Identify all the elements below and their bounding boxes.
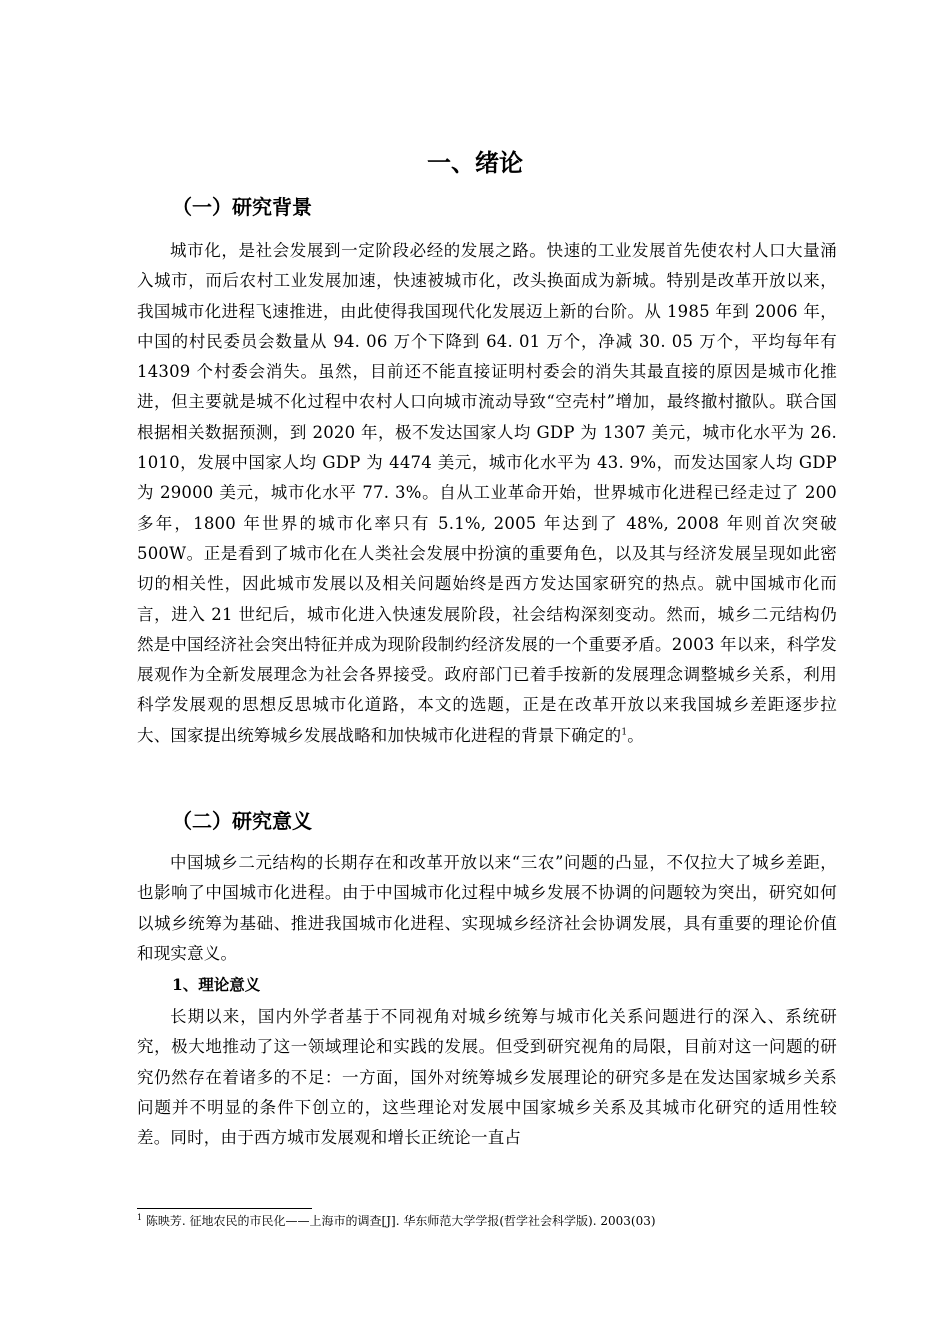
theory-paragraph: 长期以来，国内外学者基于不同视角对城乡统筹与城市化关系问题进行的深入、系统研究，极大地推动了这一领域理论和实践的发展。但受到研究视角的局限，目前对这一问题的研究仍然存在着诸多的不足：一方面，国外对统筹城乡发展理论的研究多是在发达国家城乡关系问题并不明显的条件下创立的，这些理论对发展中国家城乡关系及其城市化研究的适用性较差。同时，由于西方城市发展观和增长正统论一直占 xyxy=(137,1007,837,1148)
section-title-background: （一）研究背景 xyxy=(172,195,312,219)
footnote-divider xyxy=(137,1208,312,1209)
footnote-number: 1 xyxy=(137,1213,143,1222)
background-paragraph-end: 。 xyxy=(627,725,644,745)
background-paragraph-text: 城市化，是社会发展到一定阶段必经的发展之路。快速的工业发展首先使农村人口大量涌入城市，而后农村工业发展加速，快速被城市化，改头换面成为新城。特别是改革开放以来，我国城市化进程飞速推进，由此使得我国现代化发展迈上新的台阶。从 1985 年到 2006 年，中国的村民委员会数量从 94. 06 万个下降到 64. 01 万个，净减 30. 05 万个，平均每年有 14309 个村委会消失。虽然，目前还不能直接证明村委会的消失其最直接的原因是城市化推进，但主要就是城不化过程中农村人口向城市流动导致“空壳村”增加，最终撤村撤队。联合国根据相关数据预测，到 2020 年，极不发达国家人均 GDP 为 1307 美元，城市化水平为 26. 1010，发展中国家人均 GDP 为 4474 美元，城市化水平为 43. 9%，而发达国家人均 GDP 为 29000 美元，城市化水平 77. 3%。自从工业革命开始，世界城市化进程已经走过了 200 多年，1800 年世界的城市化率只有 5.1%, 2005 年达到了 48%, 2008 年则首次突破 500W。正是看到了城市化在人类社会发展中扮演的重要角色，以及其与经济发展呈现如此密切的相关性，因此城市发展以及相关问题始终是西方发达国家研究的热点。就中国城市化而言，进入 21 世纪后，城市化进入快速发展阶段，社会结构深刻变动。然而，城乡二元结构仍然是中国经济社会突出特征并成为现阶段制约经济发展的一个重要矛盾。2003 年以来，科学发展观作为全新发展理念为社会各界接受。政府部门已着手按新的发展理念调整城乡关系，利用科学发展观的思想反思城市化道路，本文的选题，正是在改革开放以来我国城乡差距逐步拉大、国家提出统筹城乡发展战略和加快城市化进程的背景下确定的 xyxy=(137,241,837,745)
significance-paragraph: 中国城乡二元结构的长期存在和改革开放以来“三农”问题的凸显，不仅拉大了城乡差距，也影响了中国城市化进程。由于中国城市化过程中城乡发展不协调的问题较为突出，研究如何以城乡统筹为基础、推进我国城市化进程、实现城乡经济社会协调发展，具有重要的理论价值和现实意义。 xyxy=(137,853,837,963)
footnote-text: 陈映芳. 征地农民的市民化——上海市的调查[J]. 华东师范大学学报(哲学社会科学版). 2003(03) xyxy=(145,1214,656,1228)
chapter-title: 一、绪论 xyxy=(427,149,523,177)
background-paragraph xyxy=(137,236,837,751)
footnote-reference[interactable]: 1 xyxy=(621,727,628,738)
footnote xyxy=(137,1213,857,1229)
section-title-significance: （二）研究意义 xyxy=(172,809,312,833)
subsection-title-theory: 1、理论意义 xyxy=(172,975,261,994)
